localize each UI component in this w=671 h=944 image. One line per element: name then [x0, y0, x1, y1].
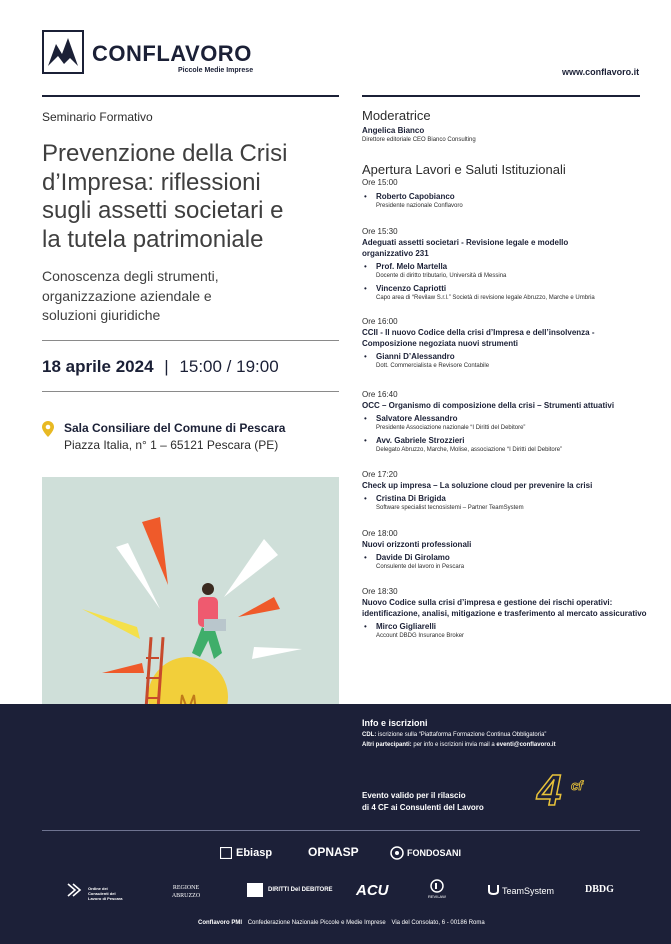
speaker-name: • Mirco Gigliarelli — [376, 622, 437, 631]
fondosani-logo-icon — [390, 846, 404, 860]
speaker — [362, 493, 662, 513]
slot-time: Ore 18:00 — [362, 529, 398, 538]
slot-time: Ore 16:00 — [362, 317, 398, 326]
subtitle-line: organizzazione aziendale e — [42, 287, 212, 304]
speaker — [362, 351, 662, 371]
sponsor-teamsystem: TeamSystem — [502, 886, 555, 896]
sponsor-opnasp: OPNASP — [308, 845, 359, 859]
speaker-role: Account DBDG Insurance Broker — [376, 633, 465, 639]
header — [0, 0, 671, 96]
title-line: d’Impresa: riflessioni — [42, 168, 261, 196]
speaker — [362, 552, 662, 572]
speaker-name: • Davide Di Girolamo — [376, 553, 450, 562]
sponsor-ebiasp: Ebiasp — [236, 847, 273, 859]
info-others — [362, 740, 662, 750]
program-slot — [362, 469, 662, 513]
location-pin-icon — [42, 421, 54, 437]
footer-street: Via del Consolato, 6 - 00186 Roma — [391, 920, 485, 926]
speaker-name: • Vincenzo Capriotti — [376, 284, 447, 293]
speaker-role: Consulente del lavoro in Pescara — [376, 564, 465, 570]
cf-notice-line: Evento valido per il rilascio — [362, 791, 466, 800]
cf-unit: cf — [571, 778, 583, 793]
sponsor-acu: ACU — [356, 882, 389, 899]
speaker-role: Delegato Abruzzo, Marche, Molise, associazione “I Diritti del Debitore” — [376, 447, 563, 453]
consulenti-lavoro-logo-icon — [66, 882, 84, 898]
divider — [42, 95, 339, 97]
eagle-logo-icon — [42, 30, 84, 74]
program-slot — [362, 389, 662, 455]
event-type: Seminario Formativo — [42, 110, 153, 124]
subtitle-line: soluzioni giuridiche — [42, 307, 161, 323]
slot-topic: identificazione, analisi, mitigazione e trasferimento al mercato assicurativo — [362, 609, 647, 618]
speaker-role: Dott. Commercialista e Revisore Contabile — [376, 363, 490, 369]
speaker — [362, 261, 662, 281]
title-line: la tutela patrimoniale — [42, 225, 264, 253]
program — [362, 108, 662, 641]
moderator-heading: Moderatrice — [362, 108, 431, 123]
title-line: Prevenzione della Crisi — [42, 140, 288, 167]
slot-topic: organizzativo 231 — [362, 249, 429, 258]
speaker — [362, 191, 662, 211]
cf-notice-line: di 4 CF ai Consulenti del Lavoro — [362, 803, 484, 812]
brand-name: CONFLAVORO — [92, 41, 252, 66]
speaker — [362, 435, 662, 455]
speaker-name: • Gianni D’Alessandro — [376, 352, 455, 361]
diritti-debitore-logo-icon — [246, 882, 264, 898]
event-panel — [42, 110, 339, 392]
speaker-name: • Avv. Gabriele Strozzieri — [376, 436, 465, 445]
venue-address: Piazza Italia, n° 1 – 65121 Pescara (PE) — [64, 438, 279, 452]
slot-topic: Adeguati assetti societari - Revisione legale e modello — [362, 238, 569, 247]
slot-time: Ore 15:30 — [362, 227, 398, 236]
slot-topic: CCII - Il nuovo Codice della crisi d’Impresa e dell’insolvenza - — [362, 328, 595, 337]
subtitle-line: Conoscenza degli strumenti, — [42, 268, 219, 284]
speaker-role: Capo area di “Revilaw S.r.l.” Società di revisione legale Abruzzo, Marche e Umbria — [376, 295, 595, 301]
opening-heading: Apertura Lavori e Saluti Istituzionali — [362, 162, 566, 177]
speaker-role: Presidente nazionale Conflavoro — [376, 203, 463, 209]
event-time: 15:00 / 19:00 — [179, 356, 279, 376]
moderator-role: Direttore editoriale CEO Bianco Consulting — [362, 137, 476, 143]
slot-topic: Nuovi orizzonti professionali — [362, 540, 472, 549]
info-cdl-text: iscrizione sulla “Piattaforma Formazione Continua Obbligatoria” — [378, 732, 547, 738]
slot-time: Ore 17:20 — [362, 470, 398, 479]
event-title — [42, 140, 339, 254]
program-slot — [362, 586, 662, 641]
divider — [42, 391, 339, 392]
sponsor-dbdg: DBDG — [585, 884, 614, 895]
teamsystem-logo-icon — [488, 884, 499, 895]
program-slot — [362, 528, 662, 572]
info-heading: Info e iscrizioni — [362, 718, 428, 728]
program-slot — [362, 316, 662, 371]
revilaw-logo-icon — [430, 879, 444, 893]
email-link[interactable]: eventi@conflavoro.it — [496, 742, 556, 748]
slot-topic: Check up impresa – La soluzione cloud per prevenire la crisi — [362, 481, 593, 490]
datetime-separator: | — [164, 356, 169, 376]
website-link[interactable]: www.conflavoro.it — [562, 67, 640, 77]
sponsor-ordine-consulenti: Ordine dei Consulenti del Lavoro di Pescara — [88, 886, 123, 901]
info-cdl-label: CDL: — [362, 732, 377, 738]
speaker-role: Presidente Associazione nazionale “I Diritti del Debitore” — [376, 425, 526, 431]
speaker — [362, 413, 662, 433]
footer-address — [198, 920, 485, 926]
info-others-label: Altri partecipanti: — [362, 742, 412, 748]
cf-notice — [362, 790, 484, 814]
event-subtitle — [42, 267, 339, 326]
sponsor-fondosani: FONDOSANI — [407, 848, 461, 858]
slot-topic: OCC – Organismo di composizione della crisi – Strumenti attuativi — [362, 401, 615, 410]
info-box — [362, 718, 662, 750]
brand-tagline: Piccole Medie Imprese — [178, 67, 254, 74]
event-date: 18 aprile 2024 — [42, 356, 154, 376]
footer-org: Conflavoro PMI — [198, 920, 243, 926]
divider — [362, 95, 640, 97]
slot-time: Ore 15:00 — [362, 178, 398, 187]
speaker-name: • Roberto Capobianco — [376, 192, 455, 201]
divider — [42, 830, 640, 831]
venue-name: Sala Consiliare del Comune di Pescara — [64, 421, 286, 435]
ebiasp-logo-icon — [220, 847, 232, 859]
speaker-name: • Prof. Melo Martella — [376, 262, 448, 271]
footer-text: Confederazione Nazionale Piccole e Medie Imprese — [247, 920, 386, 926]
slot-time: Ore 18:30 — [362, 587, 398, 596]
info-others-text: per info e iscrizioni invia mail a — [413, 742, 495, 748]
sponsor-regione-abruzzo: REGIONE ABRUZZO — [171, 885, 201, 899]
program-slot — [362, 177, 662, 211]
speaker-name: • Cristina Di Brigida — [376, 494, 446, 503]
speaker-role: Software specialist tecnosistemi – Partner TeamSystem — [376, 505, 524, 511]
info-cdl — [362, 730, 662, 740]
title-line: sugli assetti societari e — [42, 197, 284, 224]
event-datetime — [42, 357, 339, 377]
slot-time: Ore 16:40 — [362, 390, 398, 399]
speaker-name: • Salvatore Alessandro — [376, 414, 458, 423]
divider — [42, 340, 339, 341]
sponsor-diritti-debitore: DIRITTI Del DEBITORE — [268, 887, 333, 893]
slot-topic: Composizione negoziata nuovi strumenti — [362, 339, 519, 348]
cf-number: 4 — [537, 766, 562, 815]
footer — [0, 704, 671, 944]
sponsor-revilaw: REVILAW — [428, 894, 446, 899]
speaker-role: Docente di diritto tributario, Università di Messina — [376, 273, 507, 279]
speaker — [362, 283, 662, 303]
program-slot — [362, 226, 662, 303]
slot-topic: Nuovo Codice sulla crisi d’impresa e gestione dei rischi operativi: — [362, 598, 613, 607]
speaker — [362, 621, 662, 641]
cf-badge — [535, 766, 605, 820]
moderator-name: Angelica Bianco — [362, 126, 425, 135]
